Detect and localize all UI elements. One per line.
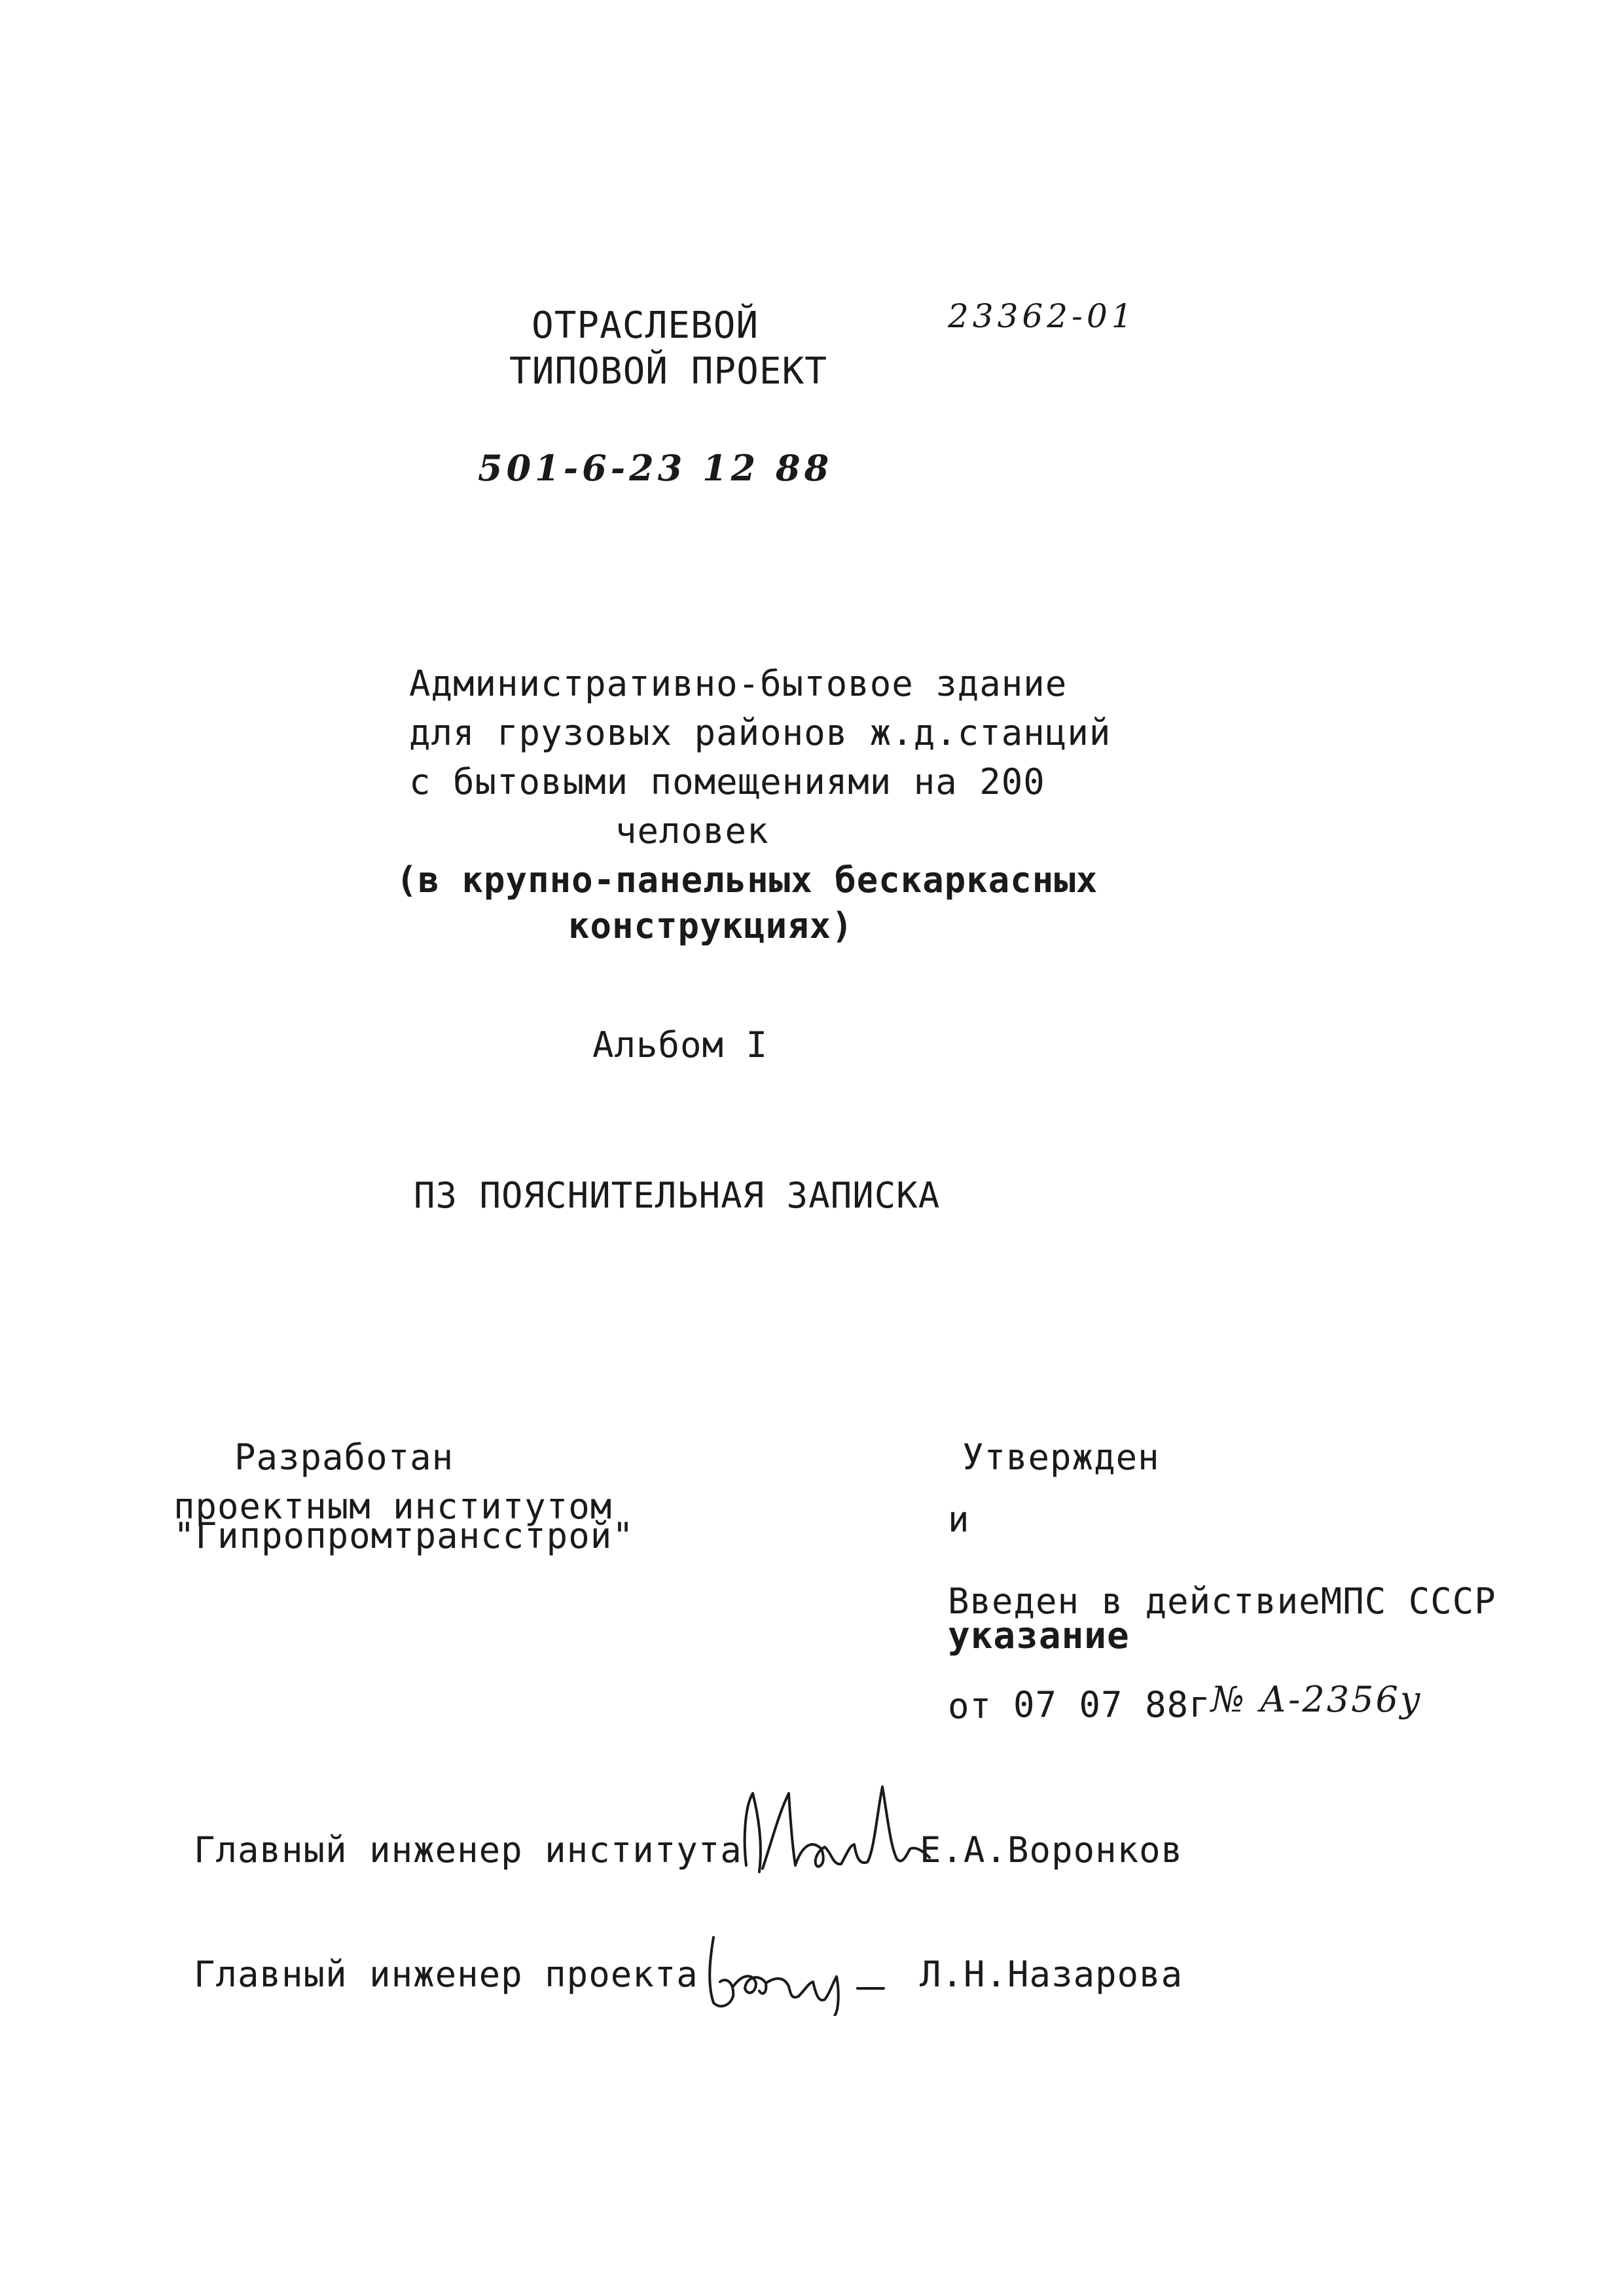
signature-role-1: Главный инженер института (194, 1829, 742, 1871)
signature-mark-1 (733, 1767, 949, 1885)
inventory-number: 23362-01 (948, 297, 1136, 335)
approved-conj: и (948, 1499, 970, 1540)
approved-line-2: указание (948, 1615, 1130, 1657)
developed-line-1: проектным институтом (173, 1486, 613, 1527)
title-line-5: (в крупно-панельных бескаркасных (396, 859, 1098, 901)
title-line-6: конструкциях) (568, 905, 854, 946)
album-label: Альбом I (592, 1024, 768, 1066)
title-line-2: для грузовых районов ж.д.станций (409, 712, 1111, 753)
title-line-4: человек (615, 810, 769, 852)
developed-line-2: "Гипропромтрансстрой" (173, 1515, 634, 1556)
approved-date: 07 07 88г (1013, 1684, 1211, 1725)
approved-line-1: Введен в действиеМПС СССР (948, 1581, 1496, 1622)
section-title: ПЗ ПОЯСНИТЕЛЬНАЯ ЗАПИСКА (414, 1175, 941, 1216)
project-code: 501-6-23 12 88 (478, 447, 833, 489)
signature-mark-2 (694, 1911, 903, 2016)
signature-name-1: Е.А.Воронков (920, 1829, 1183, 1871)
title-line-1: Административно-бытовое здание (409, 663, 1068, 704)
title-line-3: с бытовыми помещениями на 200 (409, 761, 1045, 802)
approved-date-prefix: от (948, 1685, 992, 1727)
category-line-2: ТИПОВОЙ ПРОЕКТ (509, 350, 828, 393)
approved-number: № А-2356у (1211, 1679, 1423, 1720)
signature-role-2: Главный инженер проекта (194, 1954, 698, 1995)
developed-label: Разработан (234, 1437, 454, 1478)
category-line-1: ОТРАСЛЕВОЙ (532, 304, 759, 347)
signature-name-2: Л.Н.Назарова (920, 1954, 1183, 1995)
approved-label: Утвержден (962, 1437, 1160, 1478)
